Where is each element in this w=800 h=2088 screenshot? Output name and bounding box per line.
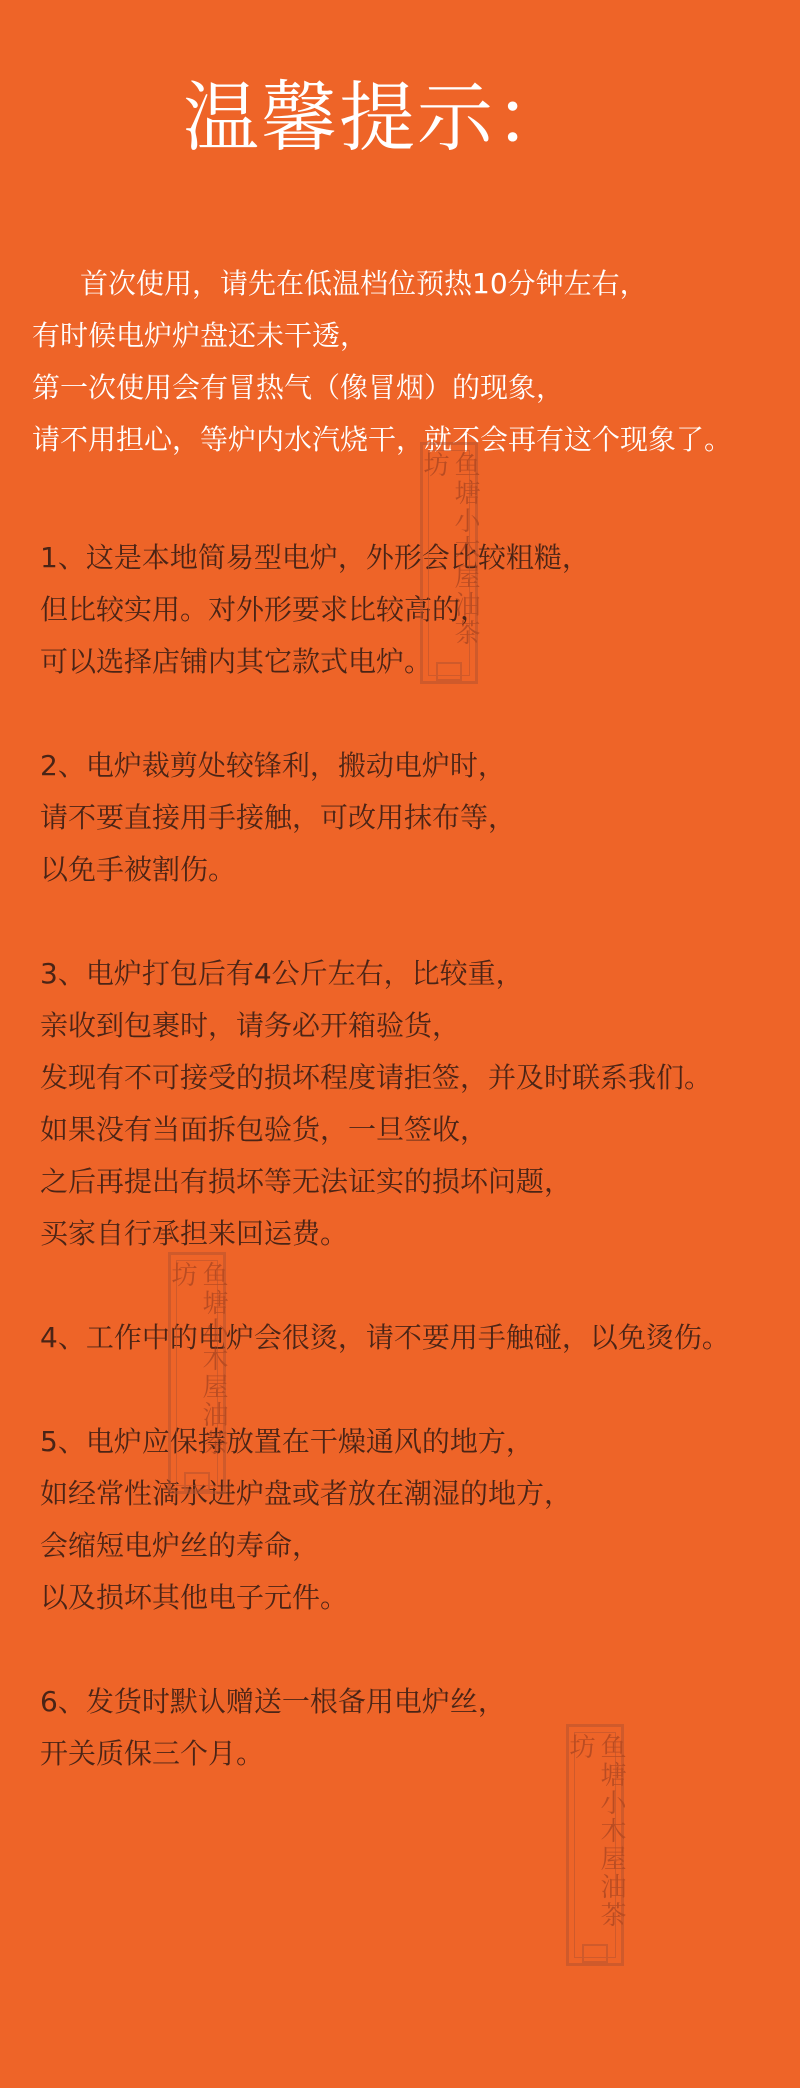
watermark-stamp — [168, 1252, 226, 1494]
intro-paragraph — [32, 258, 792, 466]
intro-line: 请不用担心，等炉内水汽烧干，就不会再有这个现象了。 — [32, 423, 733, 456]
note-line: 以免手被割伤。 — [40, 853, 237, 886]
note-4 — [40, 1312, 790, 1364]
note-line: 4、工作中的电炉会很烫，请不要用手触碰，以免烫伤。 — [40, 1321, 730, 1354]
note-1 — [40, 532, 790, 688]
intro-line: 第一次使用会有冒热气（像冒烟）的现象， — [32, 371, 565, 404]
note-line: 2、电炉裁剪处较锋利，搬动电炉时， — [40, 749, 506, 782]
stamp-text: 鱼塘小木屋油茶坊 — [565, 1733, 626, 1929]
seal-icon — [436, 662, 462, 681]
note-line: 买家自行承担来回运费。 — [40, 1217, 349, 1250]
note-2 — [40, 740, 790, 896]
note-line: 如经常性滴水进炉盘或者放在潮湿的地方， — [40, 1477, 573, 1510]
note-3 — [40, 948, 790, 1260]
page-title: 温馨提示： — [183, 73, 573, 162]
intro-line: 有时候电炉炉盘还未干透， — [32, 319, 369, 352]
note-line: 5、电炉应保持放置在干燥通风的地方， — [40, 1425, 534, 1458]
note-line: 之后再提出有损坏等无法证实的损坏问题， — [40, 1165, 573, 1198]
note-line: 3、电炉打包后有4公斤左右，比较重， — [40, 957, 524, 990]
seal-icon — [184, 1472, 210, 1491]
note-line: 开关质保三个月。 — [40, 1737, 265, 1770]
intro-line: 首次使用，请先在低温档位预热10分钟左右， — [80, 267, 648, 300]
seal-icon — [582, 1944, 608, 1963]
note-line: 会缩短电炉丝的寿命， — [40, 1529, 321, 1562]
stamp-text: 鱼塘小木屋油茶坊 — [167, 1261, 228, 1457]
note-line: 如果没有当面拆包验货，一旦签收， — [40, 1113, 489, 1146]
note-line: 亲收到包裹时，请务必开箱验货， — [40, 1009, 461, 1042]
note-line: 但比较实用。对外形要求比较高的， — [40, 593, 489, 626]
watermark-stamp — [420, 442, 478, 684]
notes-list — [40, 532, 790, 1780]
stamp-text: 鱼塘小木屋油茶坊 — [419, 451, 480, 647]
watermark-stamp — [566, 1724, 624, 1966]
note-line: 请不要直接用手接触，可改用抹布等， — [40, 801, 517, 834]
note-line: 发现有不可接受的损坏程度请拒签，并及时联系我们。 — [40, 1061, 713, 1094]
note-6 — [40, 1676, 790, 1780]
note-line: 1、这是本地简易型电炉，外形会比较粗糙， — [40, 541, 590, 574]
note-5 — [40, 1416, 790, 1624]
note-line: 以及损坏其他电子元件。 — [40, 1581, 349, 1614]
note-line: 6、发货时默认赠送一根备用电炉丝， — [40, 1685, 506, 1718]
note-line: 可以选择店铺内其它款式电炉。 — [40, 645, 433, 678]
